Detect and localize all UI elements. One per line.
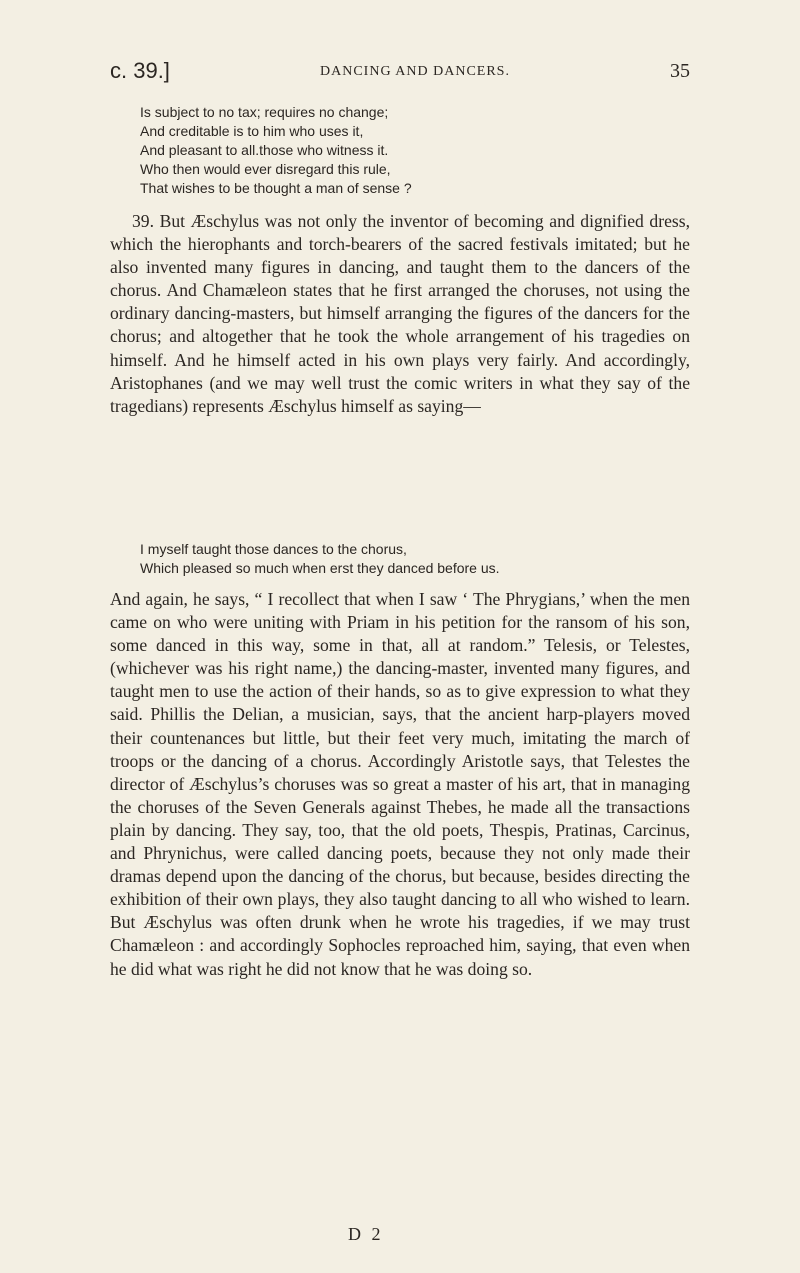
verse-line: And pleasant to all.those who witness it. (140, 142, 389, 158)
running-title: DANCING AND DANCERS. (320, 64, 510, 79)
chapter-reference: c. 39.] (110, 58, 170, 83)
verse-line: Who then would ever disregard this rule, (140, 161, 391, 177)
verse-line: I myself taught those dances to the chorus, (140, 541, 407, 557)
verse-line: Which pleased so much when erst they danced before us. (140, 560, 500, 576)
paragraph-continuation: And again, he says, “ I recollect that when I saw ‘ The Phrygians,’ when the men came on who were uniting with Priam in his petition for the ransom of his son, some danced in this way, some in that, all at random.” Telesis, or Telestes, (whichever was his right name,) the dancing-master, invented many figures, and taught men to use the action of their hands, so as to give expression to what they said. Phillis the Delian, a musician, says, that the ancient harp-players moved their countenances but little, but their feet very much, imitating the march of troops or the dancing of a chorus. Accordingly Aristotle says, that Telestes the director of Æschylus’s choruses was so great a master of his art, that in managing the choruses of the Seven Generals against Thebes, he made all the transactions plain by dancing. They say, too, that the old poets, Thespis, Pratinas, Carcinus, and Phrynichus, were called dancing poets, because they not only made their dramas depend upon the dancing of the chorus, but because, besides directing the exhibition of their own plays, they also taught dancing to all who wished to learn. But Æschylus was often drunk when he wrote his tragedies, if we may trust Chamæleon : and accordingly Sophocles reproached him, saying, that even when he did what was right he did not know that he was doing so. (110, 589, 690, 979)
signature-mark: D 2 (348, 1224, 384, 1244)
verse-quote-1 (140, 103, 412, 198)
verse-quote-2 (140, 540, 500, 578)
verse-line: That wishes to be thought a man of sense ? (140, 180, 412, 196)
page-number: 35 (670, 60, 690, 82)
verse-line: And creditable is to him who uses it, (140, 123, 364, 139)
running-head (110, 58, 690, 88)
verse-line: Is subject to no tax; requires no change; (140, 104, 389, 120)
paragraph-39: 39. But Æschylus was not only the inventor of becoming and dignified dress, which the hierophants and torch-bearers of the sacred festivals imitated; but he also invented many figures in dancing, and taught them to the dancers of the chorus. And Chamæleon states that he first arranged the choruses, not using the ordinary dancing-masters, but himself arranging the figures of the dancers for the chorus; and altogether that he took the whole arrangement of his tragedies on himself. And he himself acted in his own plays very fairly. And accordingly, Aristophanes (and we may well trust the comic writers in what they say of the tragedians) represents Æschylus himself as saying— (110, 211, 690, 416)
